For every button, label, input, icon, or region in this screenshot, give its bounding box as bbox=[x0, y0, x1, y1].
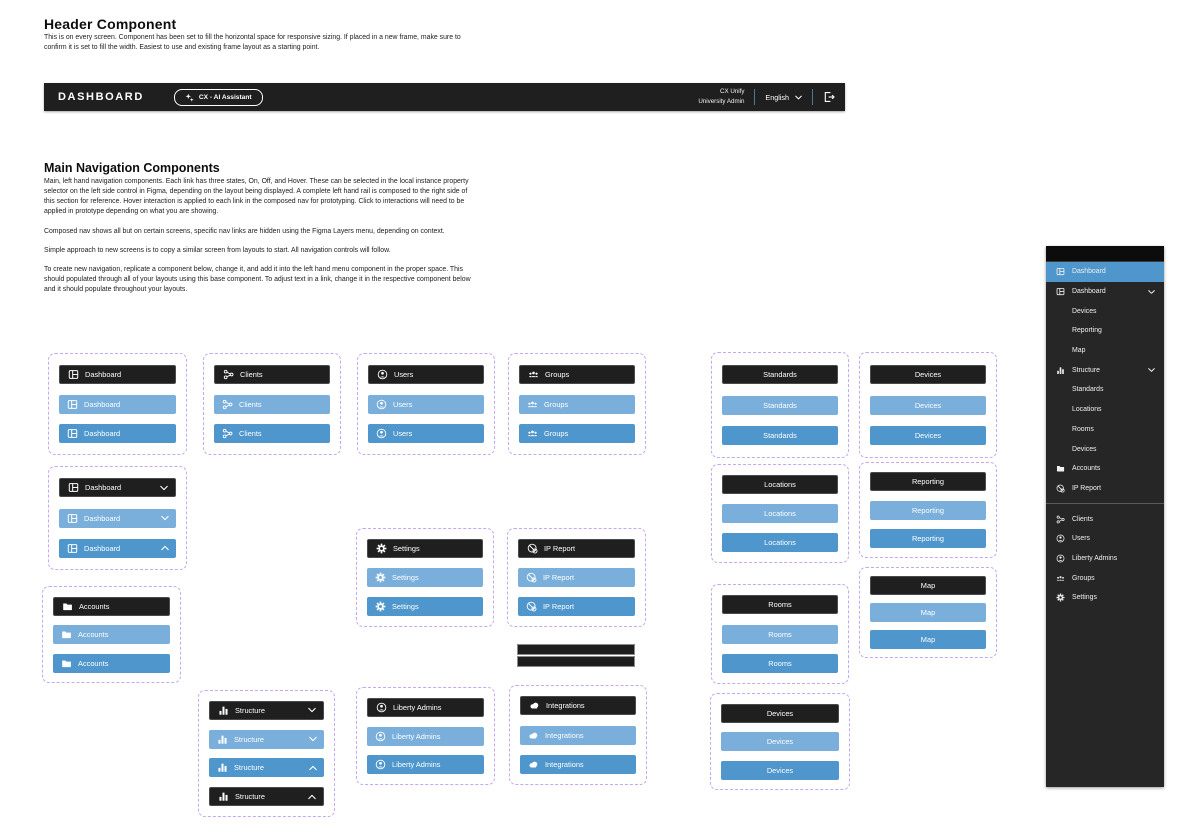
sidebar-item-standards[interactable] bbox=[1046, 380, 1164, 400]
nav-link-label: Integrations bbox=[545, 730, 584, 740]
sidebar-item-label: IP Report bbox=[1072, 484, 1101, 492]
nav-link-label: Groups bbox=[545, 369, 570, 379]
nav-link-label: Clients bbox=[239, 399, 262, 409]
clients-icon bbox=[222, 428, 233, 439]
sidebar-item-structure[interactable] bbox=[1046, 360, 1164, 380]
standards-component-group bbox=[711, 352, 849, 458]
chevron-down-icon bbox=[161, 516, 169, 521]
ai-assistant-label: CX - AI Assistant bbox=[198, 93, 252, 101]
chevron-down-icon bbox=[309, 737, 317, 742]
nav-link-label: Locations bbox=[764, 538, 796, 547]
liberty-admins-component-group bbox=[356, 687, 495, 785]
dashboard-icon bbox=[68, 369, 79, 380]
sidebar-item-liberty-admins[interactable] bbox=[1046, 549, 1164, 569]
locations-nav-link[interactable] bbox=[722, 475, 838, 494]
reporting-component-group bbox=[859, 462, 997, 558]
rooms-nav-link[interactable] bbox=[722, 654, 838, 673]
nav-link-label: Structure bbox=[235, 792, 265, 802]
clients-nav-link[interactable] bbox=[214, 365, 330, 384]
chevron-down-icon bbox=[1148, 368, 1155, 373]
devices-top-component-group bbox=[859, 352, 997, 458]
settings-component-group bbox=[356, 528, 494, 627]
rooms-nav-link[interactable] bbox=[722, 625, 838, 644]
accounts-nav-link[interactable] bbox=[53, 625, 170, 644]
nav-link-label: Map bbox=[920, 581, 936, 590]
standards-nav-link[interactable] bbox=[722, 426, 838, 445]
users-icon bbox=[376, 428, 387, 439]
ai-assistant-button[interactable] bbox=[174, 89, 263, 106]
structure-icon bbox=[1056, 366, 1065, 375]
reporting-nav-link[interactable] bbox=[870, 472, 986, 491]
groups-icon bbox=[1056, 574, 1065, 583]
ip-report-component-group bbox=[507, 528, 646, 627]
nav-link-label: Accounts bbox=[78, 658, 109, 668]
nav-link-label: Rooms bbox=[768, 600, 792, 610]
rooms-nav-link[interactable] bbox=[722, 595, 838, 614]
dashboard-dropdown-nav-link[interactable] bbox=[59, 509, 176, 528]
chevron-down-icon bbox=[1148, 289, 1155, 294]
devices-bottom-component-group bbox=[710, 693, 850, 790]
sidebar-item-users[interactable] bbox=[1046, 529, 1164, 549]
devices-bottom-nav-link[interactable] bbox=[721, 732, 839, 751]
devices-top-nav-link[interactable] bbox=[870, 396, 986, 415]
chevron-up-icon bbox=[161, 546, 169, 551]
map-nav-link[interactable] bbox=[870, 576, 986, 595]
nav-link-label: Locations bbox=[764, 509, 796, 518]
vertical-divider bbox=[754, 89, 755, 105]
integrations-icon bbox=[529, 700, 540, 711]
sidebar-item-ip-report[interactable] bbox=[1046, 479, 1164, 499]
structure-icon bbox=[218, 705, 229, 716]
nav-link-label: Settings bbox=[392, 573, 419, 582]
integrations-nav-link[interactable] bbox=[520, 726, 636, 745]
dashboard-nav-link[interactable] bbox=[59, 395, 176, 414]
groups-component-group bbox=[508, 353, 646, 455]
locations-nav-link[interactable] bbox=[722, 504, 838, 523]
composed-nav-rail bbox=[1046, 246, 1164, 787]
nav-spacer-component bbox=[517, 656, 635, 667]
nav-link-label: Users bbox=[393, 429, 413, 439]
dashboard-icon bbox=[67, 513, 78, 524]
ip-report-nav-link[interactable] bbox=[518, 539, 635, 558]
ip-report-nav-link[interactable] bbox=[518, 568, 635, 587]
admin-icon bbox=[376, 702, 387, 713]
reporting-nav-link[interactable] bbox=[870, 501, 986, 520]
integrations-icon bbox=[528, 759, 539, 770]
ip-report-icon bbox=[526, 601, 537, 612]
nav-link-label: Structure bbox=[235, 705, 265, 715]
sidebar-item-label: Locations bbox=[1072, 406, 1102, 414]
org-account-info bbox=[698, 87, 744, 106]
accounts-icon bbox=[61, 629, 72, 640]
map-nav-link[interactable] bbox=[870, 630, 986, 649]
nav-link-label: IP Report bbox=[544, 544, 576, 553]
settings-nav-link[interactable] bbox=[367, 597, 483, 616]
users-nav-link[interactable] bbox=[368, 424, 484, 443]
chevron-down-icon bbox=[795, 95, 802, 100]
sidebar-item-label: Structure bbox=[1072, 366, 1100, 374]
nav-link-label: Map bbox=[920, 635, 936, 644]
nav-link-label: Settings bbox=[392, 602, 419, 611]
integrations-icon bbox=[528, 730, 539, 741]
sidebar-item-label: Users bbox=[1072, 535, 1090, 543]
nav-link-label: Dashboard bbox=[84, 399, 121, 409]
nav-link-label: Reporting bbox=[911, 505, 945, 515]
users-nav-link[interactable] bbox=[368, 395, 484, 414]
nav-link-label: Integrations bbox=[545, 759, 584, 769]
ip-report-icon bbox=[527, 543, 538, 554]
admin-icon bbox=[375, 731, 386, 742]
users-icon bbox=[376, 399, 387, 410]
header-component-description: This is on every screen. Component has been set to fill the horizontal space for responsive sizing. If placed in a new frame, make sure to confirm it is set to fill the width. Easiest to use and existing frame layout as a starting point. bbox=[44, 34, 461, 52]
nav-spacer-component bbox=[517, 644, 635, 655]
devices-bottom-nav-link[interactable] bbox=[721, 704, 839, 723]
nav-link-label: Dashboard bbox=[84, 513, 121, 523]
sidebar-item-label: Map bbox=[1072, 347, 1086, 355]
settings-nav-link[interactable] bbox=[367, 568, 483, 587]
liberty-admins-nav-link[interactable] bbox=[367, 698, 484, 717]
users-icon bbox=[377, 369, 388, 380]
dashboard-dropdown-nav-link[interactable] bbox=[59, 478, 176, 497]
structure-nav-link[interactable] bbox=[209, 730, 324, 749]
settings-nav-link[interactable] bbox=[367, 539, 483, 558]
app-bar-right bbox=[698, 87, 845, 106]
nav-link-label: Accounts bbox=[79, 601, 110, 611]
users-component-group bbox=[357, 353, 495, 455]
nav-link-label: Devices bbox=[914, 400, 942, 410]
sidebar-item-settings[interactable] bbox=[1046, 588, 1164, 608]
dashboard-component-group bbox=[48, 353, 187, 455]
nav-link-label: Groups bbox=[544, 399, 569, 409]
groups-nav-link[interactable] bbox=[519, 395, 635, 414]
dashboard-nav-link[interactable] bbox=[59, 424, 176, 443]
sparkles-icon bbox=[185, 93, 194, 102]
main-nav-description bbox=[44, 177, 478, 304]
groups-icon bbox=[527, 428, 538, 439]
sidebar-item-label: Devices bbox=[1072, 445, 1097, 453]
settings-icon bbox=[1056, 593, 1065, 602]
sidebar-divider bbox=[1046, 503, 1164, 504]
users-icon bbox=[1056, 534, 1065, 543]
chevron-down-icon bbox=[160, 485, 168, 490]
nav-link-label: Clients bbox=[240, 369, 263, 379]
map-nav-link[interactable] bbox=[870, 603, 986, 622]
nav-link-label: Dashboard bbox=[84, 429, 121, 439]
clients-icon bbox=[223, 369, 234, 380]
admin-icon bbox=[1056, 554, 1065, 563]
settings-icon bbox=[375, 601, 386, 612]
nav-link-label: Devices bbox=[766, 737, 794, 746]
groups-nav-link[interactable] bbox=[519, 424, 635, 443]
nav-link-label: Standards bbox=[763, 400, 797, 410]
nav-link-label: Structure bbox=[234, 763, 264, 773]
accounts-icon bbox=[62, 601, 73, 612]
main-nav-paragraph: Composed nav shows all but on certain screens, specific nav links are hidden using the Figma Layers menu, depending on context. bbox=[44, 227, 445, 235]
vertical-divider bbox=[812, 89, 813, 105]
nav-link-label: IP Report bbox=[543, 602, 575, 611]
main-nav-title: Main Navigation Components bbox=[44, 161, 220, 175]
nav-link-label: Reporting bbox=[911, 477, 945, 487]
nav-link-label: Devices bbox=[914, 369, 942, 379]
nav-link-label: Accounts bbox=[78, 630, 109, 639]
clients-icon bbox=[222, 399, 233, 410]
clients-icon bbox=[1056, 515, 1065, 524]
sidebar-top-strip bbox=[1046, 246, 1164, 262]
users-nav-link[interactable] bbox=[368, 365, 484, 384]
locations-component-group bbox=[711, 464, 849, 563]
rooms-component-group bbox=[711, 584, 849, 684]
nav-link-label: Settings bbox=[393, 544, 420, 553]
dashboard-icon bbox=[68, 482, 79, 493]
sidebar-item-map[interactable] bbox=[1046, 341, 1164, 361]
logout-icon[interactable] bbox=[823, 91, 835, 103]
groups-icon bbox=[527, 399, 538, 410]
liberty-admins-nav-link[interactable] bbox=[367, 727, 484, 746]
sidebar-item-dashboard[interactable] bbox=[1046, 282, 1164, 302]
nav-link-label: Clients bbox=[239, 429, 262, 439]
nav-link-label: Rooms bbox=[768, 658, 792, 668]
nav-link-label: Groups bbox=[544, 429, 569, 439]
sidebar-item-label: Devices bbox=[1072, 307, 1097, 315]
app-header-bar bbox=[44, 83, 845, 111]
integrations-nav-link[interactable] bbox=[520, 696, 636, 715]
sidebar-item-reporting[interactable] bbox=[1046, 321, 1164, 341]
groups-icon bbox=[528, 369, 539, 380]
groups-nav-link[interactable] bbox=[519, 365, 635, 384]
structure-component-group bbox=[198, 690, 335, 817]
chevron-up-icon bbox=[309, 765, 317, 770]
dashboard-icon bbox=[67, 543, 78, 554]
sidebar-item-label: Accounts bbox=[1072, 465, 1101, 473]
nav-link-label: Users bbox=[393, 399, 413, 409]
structure-icon bbox=[217, 734, 228, 745]
nav-link-label: Structure bbox=[234, 734, 264, 744]
dashboard-icon bbox=[1056, 267, 1065, 276]
sidebar-item-rooms[interactable] bbox=[1046, 420, 1164, 440]
main-nav-paragraph: Main, left hand navigation components. Each link has three states, On, Off, and Hover. These can be selected in the local instance property selector on the left side control in Figma, depending on the layout being displayed. A complete left hand rail is composed to the right side of this section for reference. Hover interaction is applied to each link in the composed nav for prototyping. Click to interactions will need to be applied in prototype depending on what you are showing. bbox=[44, 178, 469, 216]
clients-component-group bbox=[203, 353, 341, 455]
main-nav-paragraph: Simple approach to new screens is to copy a similar screen from layouts to start. All navigation controls will follow. bbox=[44, 246, 391, 254]
org-name: CX Unify bbox=[720, 88, 745, 96]
ip-report-icon bbox=[526, 572, 537, 583]
sidebar-item-label: Liberty Admins bbox=[1072, 554, 1118, 562]
sidebar-item-devices[interactable] bbox=[1046, 301, 1164, 321]
nav-link-label: Dashboard bbox=[85, 483, 122, 493]
sidebar-item-label: Settings bbox=[1072, 594, 1097, 602]
dashboard-icon bbox=[67, 399, 78, 410]
sidebar-item-label: Reporting bbox=[1072, 327, 1102, 335]
accounts-nav-link[interactable] bbox=[53, 654, 170, 673]
dashboard-dropdown-component-group bbox=[48, 466, 187, 570]
clients-nav-link[interactable] bbox=[214, 424, 330, 443]
app-bar-title: DASHBOARD bbox=[58, 91, 144, 103]
settings-icon bbox=[376, 543, 387, 554]
nav-link-label: Liberty Admins bbox=[392, 760, 441, 770]
accounts-icon bbox=[1056, 464, 1065, 473]
nav-link-label: Devices bbox=[914, 431, 942, 441]
structure-nav-link[interactable] bbox=[209, 787, 324, 806]
admin-icon bbox=[375, 759, 386, 770]
integrations-nav-link[interactable] bbox=[520, 755, 636, 774]
structure-icon bbox=[217, 762, 228, 773]
nav-link-label: Devices bbox=[766, 765, 794, 775]
nav-link-label: Dashboard bbox=[84, 543, 121, 553]
devices-top-nav-link[interactable] bbox=[870, 426, 986, 445]
sidebar-item-label: Standards bbox=[1072, 386, 1104, 394]
dashboard-icon bbox=[67, 428, 78, 439]
sidebar-item-label: Clients bbox=[1072, 515, 1094, 523]
map-component-group bbox=[859, 567, 997, 658]
accounts-component-group bbox=[42, 586, 181, 683]
sidebar-item-label: Dashboard bbox=[1072, 288, 1106, 296]
nav-link-label: Standards bbox=[763, 369, 797, 379]
org-role: University Admin bbox=[698, 98, 745, 105]
standards-nav-link[interactable] bbox=[722, 365, 838, 384]
ip-report-nav-link[interactable] bbox=[518, 597, 635, 616]
structure-nav-link[interactable] bbox=[209, 701, 324, 720]
header-component-title: Header Component bbox=[44, 16, 177, 32]
sidebar-item-accounts[interactable] bbox=[1046, 459, 1164, 479]
nav-link-label: Map bbox=[920, 608, 936, 617]
ip-report-icon bbox=[1056, 484, 1065, 493]
locations-nav-link[interactable] bbox=[722, 533, 838, 552]
nav-link-label: Integrations bbox=[546, 701, 585, 711]
standards-nav-link[interactable] bbox=[722, 396, 838, 415]
sidebar-item-dashboard[interactable] bbox=[1046, 262, 1164, 282]
devices-bottom-nav-link[interactable] bbox=[721, 761, 839, 780]
nav-link-label: IP Report bbox=[543, 573, 575, 582]
chevron-up-icon bbox=[308, 794, 316, 799]
nav-link-label: Dashboard bbox=[85, 369, 122, 379]
chevron-down-icon bbox=[308, 708, 316, 713]
nav-link-label: Locations bbox=[764, 480, 796, 489]
devices-top-nav-link[interactable] bbox=[870, 365, 986, 384]
nav-link-label: Liberty Admins bbox=[393, 702, 442, 712]
accounts-nav-link[interactable] bbox=[53, 597, 170, 616]
reporting-nav-link[interactable] bbox=[870, 529, 986, 548]
language-label: English bbox=[765, 92, 789, 102]
dashboard-dropdown-nav-link[interactable] bbox=[59, 539, 176, 558]
nav-link-label: Reporting bbox=[911, 533, 945, 543]
sidebar-item-label: Groups bbox=[1072, 574, 1095, 582]
nav-link-label: Users bbox=[394, 369, 414, 379]
main-nav-paragraph: To create new navigation, replicate a component below, change it, and add it into the left hand menu component in the proper space. This should populated through all of your layouts using this base component. To adjust text in a link, change it in the respective component below and it should populate throughout your layouts. bbox=[44, 265, 471, 294]
structure-nav-link[interactable] bbox=[209, 758, 324, 777]
liberty-admins-nav-link[interactable] bbox=[367, 755, 484, 774]
dashboard-icon bbox=[1056, 287, 1065, 296]
nav-link-label: Standards bbox=[763, 431, 797, 441]
sidebar-item-clients[interactable] bbox=[1046, 509, 1164, 529]
clients-nav-link[interactable] bbox=[214, 395, 330, 414]
integrations-component-group bbox=[509, 685, 647, 785]
language-selector[interactable] bbox=[765, 93, 802, 102]
dashboard-nav-link[interactable] bbox=[59, 365, 176, 384]
structure-icon bbox=[218, 791, 229, 802]
sidebar-item-groups[interactable] bbox=[1046, 568, 1164, 588]
sidebar-item-label: Rooms bbox=[1072, 425, 1094, 433]
accounts-icon bbox=[61, 658, 72, 669]
settings-icon bbox=[375, 572, 386, 583]
nav-link-label: Devices bbox=[766, 708, 794, 718]
sidebar-item-label: Dashboard bbox=[1072, 268, 1106, 276]
nav-link-label: Liberty Admins bbox=[392, 731, 441, 741]
sidebar-item-locations[interactable] bbox=[1046, 400, 1164, 420]
nav-link-label: Rooms bbox=[768, 629, 792, 639]
sidebar-item-devices[interactable] bbox=[1046, 439, 1164, 459]
